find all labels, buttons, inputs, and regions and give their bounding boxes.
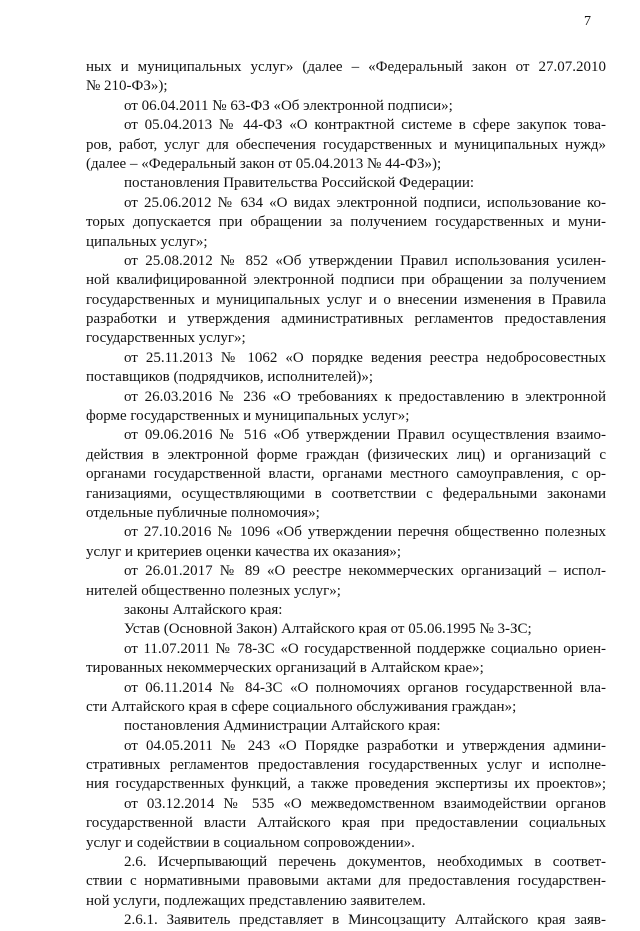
text-line: государственных услуг»; (86, 330, 246, 347)
text-line: № 210-ФЗ»); (86, 78, 168, 95)
text-line: торых допускается при обращении за получением государственных и муни- (86, 214, 606, 231)
text-line: от 26.01.2017 № 89 «О реестре некоммерческих организаций – испол- (124, 563, 606, 580)
text-line: постановления Администрации Алтайского края: (124, 718, 441, 735)
text-line: ципальных услуг»; (86, 233, 208, 250)
text-line: тированных некоммерческих организаций в Алтайском крае»; (86, 660, 484, 677)
text-line: от 05.04.2013 № 44-ФЗ «О контрактной системе в сфере закупок това- (124, 117, 606, 134)
text-line: форме государственных и муниципальных услуг»; (86, 408, 410, 425)
text-line: от 04.05.2011 № 243 «О Порядке разработки и утверждения админи- (124, 737, 606, 754)
text-line: ния государственных функций, а также проведения экспертизы их проектов»; (86, 776, 606, 793)
text-line: (далее – «Федеральный закон от 05.04.2013 № 44-ФЗ»); (86, 155, 442, 172)
text-line: государственной власти Алтайского края при предоставлении социальных (86, 815, 606, 832)
text-line: 2.6.1. Заявитель представляет в Минсоцзащиту Алтайского края заяв- (124, 912, 606, 929)
document-body (86, 58, 606, 931)
text-line: от 25.08.2012 № 852 «Об утверждении Правил использования усилен- (124, 252, 606, 269)
text-line: от 26.03.2016 № 236 «О требованиях к предоставлению в электронной (124, 388, 606, 405)
text-line: постановления Правительства Российской Федерации: (124, 175, 475, 192)
text-line: от 06.04.2011 № 63-ФЗ «Об электронной подписи»; (124, 97, 453, 114)
text-line: отдельные публичные полномочия»; (86, 504, 320, 521)
text-line: нителей общественно полезных услуг»; (86, 582, 341, 599)
text-line: ной услуги, подлежащих представлению заявителем. (86, 892, 426, 909)
text-line: разработки и утверждения административных регламентов предоставления (86, 311, 606, 328)
text-line: сти Алтайского края в сфере социального обслуживания граждан»; (86, 698, 517, 715)
text-line: ных и муниципальных услуг» (далее – «Федеральный закон от 27.07.2010 (86, 59, 606, 75)
text-line: от 25.06.2012 № 634 «О видах электронной подписи, использование ко- (124, 194, 606, 211)
text-line: 2.6. Исчерпывающий перечень документов, необходимых в соответ- (124, 854, 606, 871)
text-line: действия в электронной форме граждан (физических лиц) и организаций с (86, 446, 606, 463)
text-line: от 03.12.2014 № 535 «О межведомственном взаимодействии органов (124, 795, 606, 812)
text-line: от 06.11.2014 № 84-ЗС «О полномочиях органов государственной вла- (124, 679, 606, 696)
text-line: услуг и содействии в социальном сопровождении». (86, 834, 415, 851)
text-line: от 11.07.2011 № 78-ЗС «О государственной поддержке социально ориен- (124, 640, 606, 657)
text-line: от 25.11.2013 № 1062 «О порядке ведения реестра недобросовестных (124, 349, 606, 366)
text-line: стративных регламентов предоставления государственных услуг и исполне- (86, 757, 606, 774)
text-line: законы Алтайского края: (124, 601, 283, 618)
text-line: поставщиков (подрядчиков, исполнителей)»; (86, 369, 374, 386)
text-line: государственных и муниципальных услуг и о внесении изменения в Правила (86, 291, 606, 308)
text-line: органами государственной власти, органами местного самоуправления, с ор- (86, 466, 606, 483)
text-line: Устав (Основной Закон) Алтайского края от 05.06.1995 № 3-ЗС; (124, 621, 532, 638)
text-line: от 27.10.2016 № 1096 «Об утверждении перечня общественно полезных (124, 524, 606, 541)
text-line: ров, работ, услуг для обеспечения государственных и муниципальных нужд» (86, 136, 606, 153)
text-line: от 09.06.2016 № 516 «Об утверждении Правил осуществления взаимо- (124, 427, 606, 444)
text-line: ной квалифицированной электронной подписи при обращении за получением (86, 272, 606, 289)
text-line: ганизациями, осуществляющими в соответствии с федеральными законами (86, 485, 606, 502)
text-line: услуг и критериев оценки качества их оказания»; (86, 543, 402, 560)
page-number: 7 (584, 14, 591, 29)
text-line: ствии с нормативными правовыми актами для предоставления государствен- (86, 873, 606, 890)
